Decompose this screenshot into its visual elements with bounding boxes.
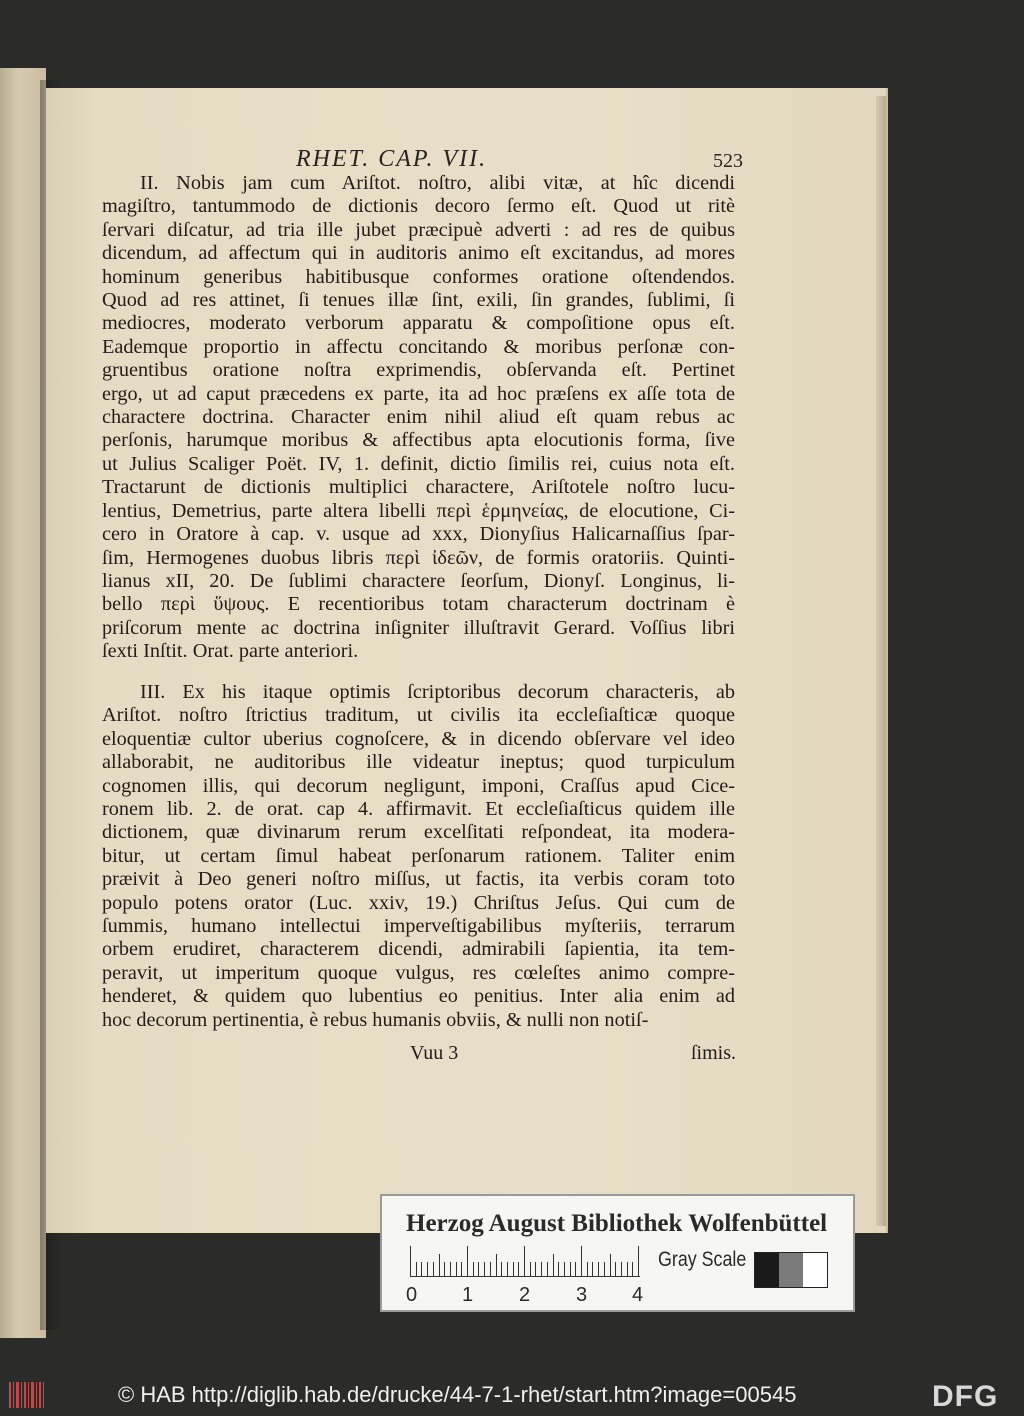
text-line: II. Nobis jam cum Ariſtot. noſtro, alibi vitæ, at hîc dicendi — [140, 172, 735, 194]
scale-tick — [615, 1262, 616, 1276]
page-edge — [876, 96, 886, 1226]
dfg-logo: DFG — [932, 1380, 999, 1413]
text-line: mediocres, moderato verborum apparatu & compoſitione opus eſt. — [102, 312, 735, 335]
scale-number: 2 — [519, 1284, 531, 1306]
scale-tick — [421, 1262, 422, 1276]
gray-scale-swatches — [754, 1252, 828, 1288]
scale-tick — [564, 1262, 565, 1276]
text-line: priſcorum mente ac doctrina inſigniter illuſtravit Gerard. Voſſius libri — [102, 616, 735, 639]
text-line: dictionem, quæ divinarum rerum excelſitati reſpondeat, ita modera- — [102, 821, 735, 844]
scale-tick — [621, 1262, 622, 1276]
scale-tick — [592, 1262, 593, 1276]
scale-tick — [467, 1246, 468, 1276]
text-line: cero in Oratore à cap. v. usque ad xxx, Dionyſius Halicarnaſſius ſpar- — [102, 523, 735, 546]
text-line: charactere doctrina. Character enim nihil aliud eſt quam rebus ac — [102, 406, 735, 429]
text-line: ergo, ut ad caput præcedens ex parte, ita ad hoc præſens ex aſſe tota de — [102, 382, 735, 405]
scale-tick — [484, 1262, 485, 1276]
source-link[interactable]: © HAB http://diglib.hab.de/drucke/44-7-1-rhet/start.htm?image=00545 — [118, 1382, 797, 1407]
paragraph-2 — [102, 172, 735, 664]
scale-number: 1 — [462, 1284, 474, 1306]
viewer-footer — [0, 1374, 1024, 1416]
scale-tick — [575, 1262, 576, 1276]
scale-tick — [541, 1262, 542, 1276]
scale-tick — [558, 1262, 559, 1276]
text-line: hominum generibus habitibusque conformes oratione oſtendendos. — [102, 265, 735, 288]
scale-tick — [433, 1262, 434, 1276]
text-line: ſexti Inſtit. Orat. parte anteriori. — [102, 640, 359, 663]
library-name: Herzog August Bibliothek Wolfenbüttel — [406, 1210, 828, 1237]
scale-tick — [473, 1262, 474, 1276]
scale-tick — [439, 1254, 440, 1276]
scale-number: 4 — [632, 1284, 644, 1306]
text-line: cognomen illis, qui decorum negligunt, imponi, Craſſus apud Cice- — [102, 774, 735, 797]
scale-tick — [513, 1262, 514, 1276]
text-line: eloquentiæ cultor uberius cognoſcere, & in dicendo obſervare vel ideo — [102, 727, 735, 750]
paragraph-3 — [102, 681, 735, 1032]
running-header: RHET. CAP. VII. — [296, 146, 488, 172]
text-line: bitur, ut certam ſimul habeat perſonarum rationem. Taliter enim — [102, 844, 735, 867]
scale-tick — [587, 1262, 588, 1276]
text-line: lentius, Demetrius, parte altera libelli περὶ ἑρμηνείας, de elocutione, Ci- — [102, 499, 735, 522]
barcode-icon — [8, 1380, 48, 1410]
scale-tick — [456, 1262, 457, 1276]
scale-number: 3 — [576, 1284, 588, 1306]
gray-scale-label: Gray Scale — [658, 1248, 747, 1271]
text-line: peravit, ut imperitum quoque vulgus, res cœleſtes animo compre- — [102, 961, 735, 984]
text-line: orbem erudiret, characterem dicendi, admirabili ſapientia, ita tem- — [102, 938, 735, 961]
scale-tick — [518, 1262, 519, 1276]
text-line: bello περὶ ὕψους. E recentioribus totam characterum doctrinam è — [102, 593, 735, 616]
text-line: ronem lib. 2. de orat. cap 4. affirmavit. Et eccleſiaſticus quidem ille — [102, 798, 735, 821]
scale-tick — [501, 1262, 502, 1276]
text-line: perſonis, harumque moribus & affectibus apta elocutionis forma, ſive — [102, 429, 735, 452]
scale-tick — [604, 1262, 605, 1276]
scale-tick — [490, 1262, 491, 1276]
scale-tick — [553, 1254, 554, 1276]
scale-tick — [410, 1246, 411, 1276]
scale-ruler — [410, 1244, 640, 1277]
text-line: præivit à Deo generi noſtro miſſus, ut factis, ita verbis coram toto — [102, 868, 735, 891]
scale-tick — [450, 1262, 451, 1276]
gray-swatch-dark — [755, 1253, 779, 1287]
text-line: hoc decorum pertinentia, è rebus humanis obviis, & nulli non notiſ- — [102, 1008, 649, 1031]
scale-tick — [535, 1262, 536, 1276]
text-line: dicendum, ad affectum qui in auditoris animo eſt excitandus, ad mores — [102, 242, 735, 265]
scale-tick — [530, 1262, 531, 1276]
scale-tick — [507, 1262, 508, 1276]
text-line: allaborabit, ne auditoribus ille videatur ineptus; quod turpiculum — [102, 751, 735, 774]
page-number: 523 — [713, 150, 743, 172]
scale-tick — [461, 1262, 462, 1276]
scale-number: 0 — [406, 1284, 418, 1306]
scale-tick — [638, 1246, 639, 1276]
scale-tick — [610, 1254, 611, 1276]
text-line: ſummis, humano intellectui imperveſtigabilibus myſteriis, terrarum — [102, 915, 735, 938]
scale-tick — [632, 1262, 633, 1276]
text-line: Eademque proportio in affectu concitando & moribus perſonæ con- — [102, 335, 735, 358]
scale-tick — [524, 1246, 525, 1276]
scale-tick — [547, 1262, 548, 1276]
text-line: magiſtro, tantummodo de dictionis decoro ſermo eſt. Quod ut ritè — [102, 195, 735, 218]
text-line: Quod ad res attinet, ſi tenues illæ ſint, exili, ſin grandes, ſublimi, ſi — [102, 289, 735, 312]
text-line: henderet, & quidem quo lubentius eo penitius. Inter alia enim ad — [102, 985, 735, 1008]
text-line: ſervari diſcatur, ad tria ille jubet præcipuè adverti : ad res de quibus — [102, 218, 735, 241]
text-line: gruentibus oratione noſtra exprimendis, obſervanda eſt. Pertinet — [102, 359, 735, 382]
scale-tick — [627, 1262, 628, 1276]
scale-tick — [444, 1262, 445, 1276]
scale-tick — [478, 1262, 479, 1276]
text-line: Ariſtot. noſtro ſtrictius traditum, ut civilis ita eccleſiaſticæ quoque — [102, 704, 735, 727]
library-label — [380, 1194, 855, 1312]
text-line: III. Ex his itaque optimis ſcriptoribus decorum characteris, ab — [140, 681, 735, 703]
gray-swatch-mid — [779, 1253, 803, 1287]
scale-tick — [416, 1262, 417, 1276]
scale-tick — [496, 1254, 497, 1276]
scale-tick — [598, 1262, 599, 1276]
scale-tick — [570, 1262, 571, 1276]
text-line: populo potens orator (Luc. xxiv, 19.) Chriſtus Jeſus. Qui cum de — [102, 891, 735, 914]
gray-swatch-light — [803, 1253, 827, 1287]
text-line: ſim, Hermogenes duobus libris περὶ ἰδεῶν, de formis oratoriis. Quinti- — [102, 546, 735, 569]
text-line: Tractarunt de dictionis multiplici charactere, Ariſtotele noſtro lucu- — [102, 476, 735, 499]
signature-mark: Vuu 3 — [410, 1042, 459, 1064]
scale-tick — [581, 1246, 582, 1276]
scale-tick — [427, 1262, 428, 1276]
catchword: ſimis. — [690, 1042, 736, 1064]
text-line: lianus xII, 20. De ſublimi charactere ſeorſum, Dionyſ. Longinus, li- — [102, 569, 735, 592]
text-line: ut Julius Scaliger Poët. IV, 1. definit, dictio ſimilis rei, cuius nota eſt. — [102, 452, 735, 475]
